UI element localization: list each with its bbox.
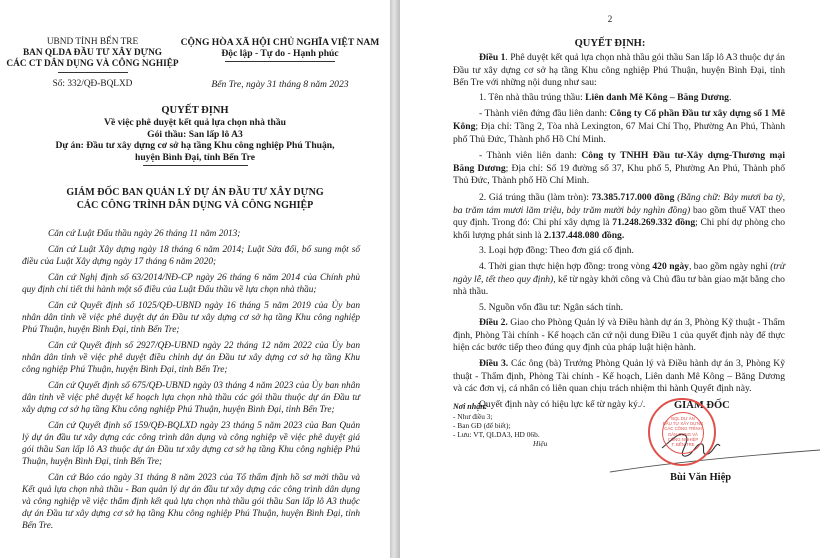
authority-line-2: CÁC CÔNG TRÌNH DÂN DỤNG VÀ CÔNG NGHIỆP xyxy=(76,199,314,211)
decision-body xyxy=(453,52,785,411)
recipient-item: - Lưu: VT, QLDA3, HD 06b. xyxy=(453,430,540,439)
page-gutter xyxy=(390,0,400,558)
contract-duration: 4. Thời gian thực hiện hợp đồng: trong vòng 420 ngày, bao gồm ngày nghỉ (trừ ngày lễ, tết theo quy định), kể từ ngày khởi công và Chủ đầu tư bàn giao mặt bằng cho nhà thầu. xyxy=(453,260,786,298)
signer-name: Bùi Văn Hiệp xyxy=(670,472,732,483)
legal-basis-item: Căn cứ Nghị định số 63/2014/NĐ-CP ngày 26 tháng 6 năm 2014 của Chính phủ quy định chi tiết thi hành một số điều của Luật Đấu thầu về lựa chọn nhà thầu; xyxy=(22,273,360,295)
recipients-title: Nơi nhận: xyxy=(453,402,488,411)
authority-line-1: GIÁM ĐỐC BAN QUẢN LÝ DỰ ÁN ĐẦU TƯ XÂY DỰNG xyxy=(66,187,324,198)
issuing-agency xyxy=(0,37,185,90)
legal-bases xyxy=(22,228,360,532)
article-1: Điều 1. Phê duyệt kết quả lựa chọn nhà thầu gói thầu San lấp lô A3 thuộc dự án Đầu tư xây dựng cơ sở hạ tầng Khu công nghiệp Phú Thuận, huyện Bình Đại, tỉnh Bến Tre với những nội dung như sau: xyxy=(453,52,785,89)
heading-underline xyxy=(143,165,248,166)
decision-heading xyxy=(0,104,390,166)
page-number: 2 xyxy=(607,14,613,24)
project-name-line1: Dự án: Đầu tư xây dựng cơ sở hạ tầng Khu công nghiệp Phú Thuận, xyxy=(55,140,335,151)
signer-title: GIÁM ĐỐC xyxy=(674,400,730,411)
official-seal-icon xyxy=(648,398,716,466)
recipients xyxy=(453,402,593,448)
lead-member: - Thành viên đứng đầu liên danh: Công ty Cổ phần Đầu tư xây dựng số 1 Mê Kông; Địa chỉ: Tầng 2, Tòa nhà Lexington, 67 Mai Chí Thọ, Phường An Phú, Thành phố Thủ Đức, Thành phố Hồ Chí Minh. xyxy=(453,108,785,145)
document-page-1 xyxy=(0,0,390,558)
legal-basis-item: Căn cứ Quyết định số 1025/QĐ-UBND ngày 16 tháng 5 năm 2019 của Ủy ban nhân dân tỉnh về việc phê duyệt dự án Đầu tư xây dựng cơ sở hạ tầng Khu công nghiệp Phú Thuận, huyện Bình Đại, tỉnh Bến Tre; xyxy=(22,301,360,335)
decision-title: QUYẾT ĐỊNH xyxy=(161,105,229,116)
agency-line-1: UBND TỈNH BẾN TRE xyxy=(46,37,139,47)
package-name: Gói thầu: San lấp lô A3 xyxy=(147,128,243,140)
national-title: CỘNG HÒA XÃ HỘI CHỦ NGHĨA VIỆT NAM xyxy=(180,37,380,48)
winning-price: 2. Giá trúng thầu (làm tròn): 73.385.717.000 đồng (Bằng chữ: Bảy mươi ba tỷ, ba trăm tám mươi lăm triệu, bảy trăm mười bảy nghìn đồng) bao gồm thuế VAT theo quy định. Trong đó: Chi phí xây dựng là 71.248.269.332 đồng; Chi phí dự phòng cho khối lượng phát sinh là 2.137.448.080 đồng. xyxy=(453,191,785,241)
legal-basis-item: Căn cứ Luật Đấu thầu ngày 26 tháng 11 năm 2013; xyxy=(48,229,241,239)
contract-type: 3. Loại hợp đồng: Theo đơn giá cố định. xyxy=(479,245,634,257)
legal-basis-item: Căn cứ Quyết định số 675/QĐ-UBND ngày 03 tháng 4 năm 2023 của Ủy ban nhân dân tỉnh về việc phê duyệt kế hoạch lựa chọn nhà thầu các gói thầu thuộc dự án Đầu tư xây dựng cơ sở hạ tầng Khu công nghiệp Phú Thuận, huyện Bình Đại, tỉnh Bến Tre; xyxy=(22,381,360,415)
document-page-2 xyxy=(400,0,820,558)
funding-source: 5. Nguồn vốn đầu tư: Ngân sách tỉnh. xyxy=(479,301,624,313)
recipient-item: - Ban GĐ (để biết); xyxy=(453,421,511,430)
document-number: Số: 332/QĐ-BQLXD xyxy=(52,79,133,89)
drafter-initials: Hiệu xyxy=(533,439,548,448)
recipient-item: - Như điều 3; xyxy=(453,412,493,421)
effective-clause: Quyết định này có hiệu lực kể từ ngày ký./. xyxy=(479,398,646,410)
article-3: Điều 3. Các ông (bà) Trưởng Phòng Quản lý và Điều hành dự án 3, Phòng Kỹ thuật - Thẩm định, Phòng Tài chính - Kế hoạch, Liên danh Mê Kông – Băng Dương và các đơn vị, cá nhân có liên quan chịu trách nhiệm thi hành Quyết định này. xyxy=(453,358,785,395)
agency-line-3: CÁC CT DÂN DỤNG VÀ CÔNG NGHIỆP xyxy=(6,59,179,69)
decision-section-title: QUYẾT ĐỊNH: xyxy=(574,38,646,49)
winning-contractor: 1. Tên nhà thầu trúng thầu: Liên danh Mê Kông – Băng Dương. xyxy=(479,91,732,103)
national-motto: Độc lập - Tự do - Hạnh phúc xyxy=(221,48,339,59)
article-2: Điều 2. Giao cho Phòng Quản lý và Điều hành dự án 3, Phòng Kỹ thuật - Thẩm định, Phòng Tài chính - Kế hoạch căn cứ nội dung Điều 1 của quyết định này để thực hiện các bước tiếp theo đúng quy định của pháp luật hiện hành. xyxy=(453,317,786,354)
legal-basis-item: Căn cứ Quyết định số 159/QĐ-BQLXD ngày 23 tháng 5 năm 2023 của Ban Quản lý dự án đầu tư xây dựng các công trình dân dụng và công nghiệp về việc phê duyệt giá gói thầu San lấp lô A3 thuộc dự án Đầu tư xây dựng cơ sở hạ tầng Khu công nghiệp Phú Thuận, huyện Bình Đại, tỉnh Bến Tre; xyxy=(22,421,360,467)
project-name-line2: huyện Bình Đại, tỉnh Bến Tre xyxy=(135,151,255,163)
agency-line-2: BAN QLDA ĐẦU TƯ XÂY DỰNG xyxy=(22,48,163,58)
legal-basis-item: Căn cứ Quyết định số 2927/QĐ-UBND ngày 22 tháng 12 năm 2022 của Ủy ban nhân dân tỉnh về việc phê duyệt điều chỉnh dự án Đầu tư xây dựng cơ sở hạ tầng Khu công nghiệp Phú Thuận, huyện Bình Đại, tỉnh Bến Tre; xyxy=(22,341,360,375)
legal-basis-item: Căn cứ Luật Xây dựng ngày 18 tháng 6 năm 2014; Luật Sửa đổi, bổ sung một số điều của Luật Xây dựng ngày 17 tháng 6 năm 2020; xyxy=(22,245,360,267)
authority-heading xyxy=(0,187,390,212)
issue-date: Bến Tre, ngày 31 tháng 8 năm 2023 xyxy=(211,79,349,90)
decision-subject: Về việc phê duyệt kết quả lựa chọn nhà thầu xyxy=(104,117,286,128)
agency-underline xyxy=(58,72,128,73)
motto-underline xyxy=(225,61,335,62)
joint-member: - Thành viên liên danh: Công ty TNHH Đầu tư-Xây dựng-Thương mại Băng Dương; Địa chỉ: Số 19 đường số 37, Khu phố 5, Phường An Phú, Thành phố Thủ Đức, Thành phố Hồ Chí Minh. xyxy=(453,150,785,187)
national-header xyxy=(170,37,390,90)
seal-text: BQL DỰ ÁN ĐẦU TƯ XÂY DỰNG CÁC CÔNG TRÌNH DÂN DỤNG VÀ CÔNG NGHIỆP T. BẾN TRE xyxy=(662,416,704,448)
legal-basis-item: Căn cứ Báo cáo ngày 31 tháng 8 năm 2023 của Tổ thẩm định hồ sơ mời thầu và Kết quả lựa chọn nhà thầu - Ban quản lý dự án đầu tư xây dựng các công trình dân dụng và công nghiệp về việc thẩm định kết quả lựa chọn nhà thầu gói thầu San lấp lô A3 thuộc dự án Đầu tư xây dựng cơ sở hạ tầng Khu công nghiệp Phú Thuận, huyện Bình Đại, tỉnh Bến Tre. xyxy=(22,473,360,531)
